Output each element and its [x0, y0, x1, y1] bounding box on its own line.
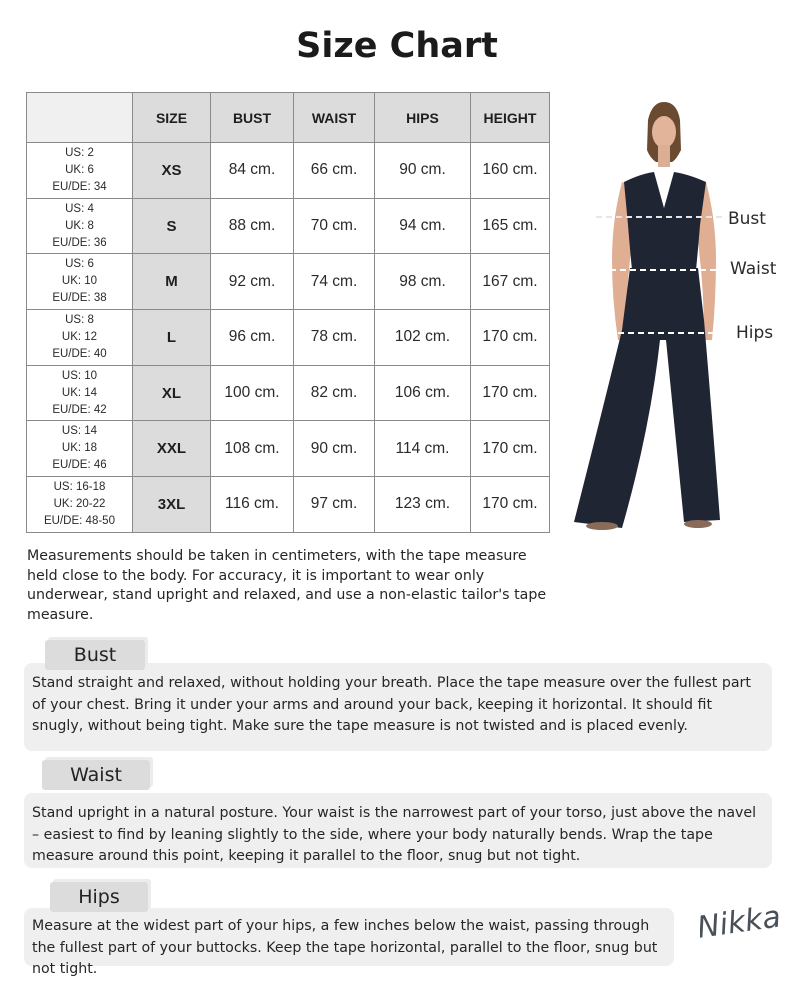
size-cell: XXL [133, 421, 211, 477]
table-header-row [27, 93, 550, 143]
table-row [27, 254, 550, 310]
hips-label: Hips [736, 323, 774, 343]
hips-section-tab: Hips [50, 882, 148, 912]
waist-cell: 66 cm. [294, 143, 375, 199]
page-title: Size Chart [296, 26, 498, 66]
right-shoe [684, 520, 712, 528]
table-row [27, 421, 550, 477]
logo-text: Nikka [700, 899, 780, 946]
size-cell: XL [133, 365, 211, 421]
waist-section-tab: Waist [42, 760, 150, 790]
bust-cell: 88 cm. [211, 198, 294, 254]
waist-cell: 74 cm. [294, 254, 375, 310]
hips-cell: 123 cm. [375, 477, 471, 533]
height-cell: 167 cm. [471, 254, 550, 310]
region-sizes: US: 14 UK: 18 EU/DE: 46 [27, 421, 133, 477]
bust-instructions-box [24, 663, 772, 751]
size-cell: S [133, 198, 211, 254]
height-cell: 170 cm. [471, 477, 550, 533]
region-sizes: US: 2 UK: 6 EU/DE: 34 [27, 143, 133, 199]
table-row [27, 143, 550, 199]
waist-instructions-box [24, 793, 772, 868]
nikka-logo-mark [700, 890, 780, 970]
header-height: HEIGHT [471, 93, 550, 143]
height-cell: 170 cm. [471, 365, 550, 421]
header-waist: WAIST [294, 93, 375, 143]
waist-cell: 82 cm. [294, 365, 375, 421]
table-row [27, 310, 550, 366]
hips-cell: 106 cm. [375, 365, 471, 421]
neck-shape [658, 145, 670, 167]
height-cell: 160 cm. [471, 143, 550, 199]
height-cell: 170 cm. [471, 310, 550, 366]
hips-cell: 94 cm. [375, 198, 471, 254]
hips-cell: 90 cm. [375, 143, 471, 199]
size-cell: XS [133, 143, 211, 199]
header-bust: BUST [211, 93, 294, 143]
header-corner [27, 93, 133, 143]
intro-text: Measurements should be taken in centimeters, with the tape measure held close to the body. For accuracy, it is important to wear only underwear, stand upright and relaxed, and use a non-elastic tailor's tape measure. [27, 548, 547, 623]
region-sizes: US: 16-18 UK: 20-22 EU/DE: 48-50 [27, 477, 133, 533]
region-sizes: US: 10 UK: 14 EU/DE: 42 [27, 365, 133, 421]
brand-logo [700, 890, 780, 970]
hips-cell: 114 cm. [375, 421, 471, 477]
hips-cell: 98 cm. [375, 254, 471, 310]
table-row [27, 365, 550, 421]
region-sizes: US: 4 UK: 8 EU/DE: 36 [27, 198, 133, 254]
waist-label: Waist [730, 259, 777, 279]
size-cell: L [133, 310, 211, 366]
waist-cell: 97 cm. [294, 477, 375, 533]
bust-cell: 96 cm. [211, 310, 294, 366]
bust-cell: 108 cm. [211, 421, 294, 477]
region-sizes: US: 8 UK: 12 EU/DE: 40 [27, 310, 133, 366]
region-sizes: US: 6 UK: 10 EU/DE: 38 [27, 254, 133, 310]
hips-instructions-box [24, 908, 674, 977]
bust-label: Bust [728, 209, 766, 229]
model-illustration [560, 90, 794, 540]
left-shoe [586, 522, 618, 530]
header-size: SIZE [133, 93, 211, 143]
hips-instructions-text: Measure at the widest part of your hips, a few inches below the waist, passing through the fullest part of your buttocks. Keep the tape horizontal, parallel to the floor, snug but not tight. [32, 918, 658, 977]
bust-section-tab: Bust [45, 640, 145, 670]
face-shape [652, 116, 676, 148]
bust-instructions-text: Stand straight and relaxed, without holding your breath. Place the tape measure over the fullest part of your chest. Bring it under your arms and around your back, keeping it horizontal. It should fit snugly, without being tight. Make sure the tape measure is not twisted and is placed evenly. [32, 675, 751, 734]
bust-cell: 92 cm. [211, 254, 294, 310]
size-cell: 3XL [133, 477, 211, 533]
height-cell: 165 cm. [471, 198, 550, 254]
garment-trousers [574, 268, 720, 528]
waist-instructions-text: Stand upright in a natural posture. Your waist is the narrowest part of your torso, just above the navel – easiest to find by leaning slightly to the side, where your body naturally bends. Wrap the tape measure around this point, keeping it parallel to the floor, snug but not tight. [32, 805, 757, 864]
height-cell: 170 cm. [471, 421, 550, 477]
bust-cell: 84 cm. [211, 143, 294, 199]
header-hips: HIPS [375, 93, 471, 143]
waist-cell: 90 cm. [294, 421, 375, 477]
size-chart-table [26, 92, 550, 533]
garment-top [624, 172, 706, 270]
table-row [27, 198, 550, 254]
hips-cell: 102 cm. [375, 310, 471, 366]
bust-cell: 116 cm. [211, 477, 294, 533]
table-row [27, 477, 550, 533]
size-cell: M [133, 254, 211, 310]
model-figure [560, 90, 794, 540]
bust-cell: 100 cm. [211, 365, 294, 421]
waist-cell: 70 cm. [294, 198, 375, 254]
waist-cell: 78 cm. [294, 310, 375, 366]
